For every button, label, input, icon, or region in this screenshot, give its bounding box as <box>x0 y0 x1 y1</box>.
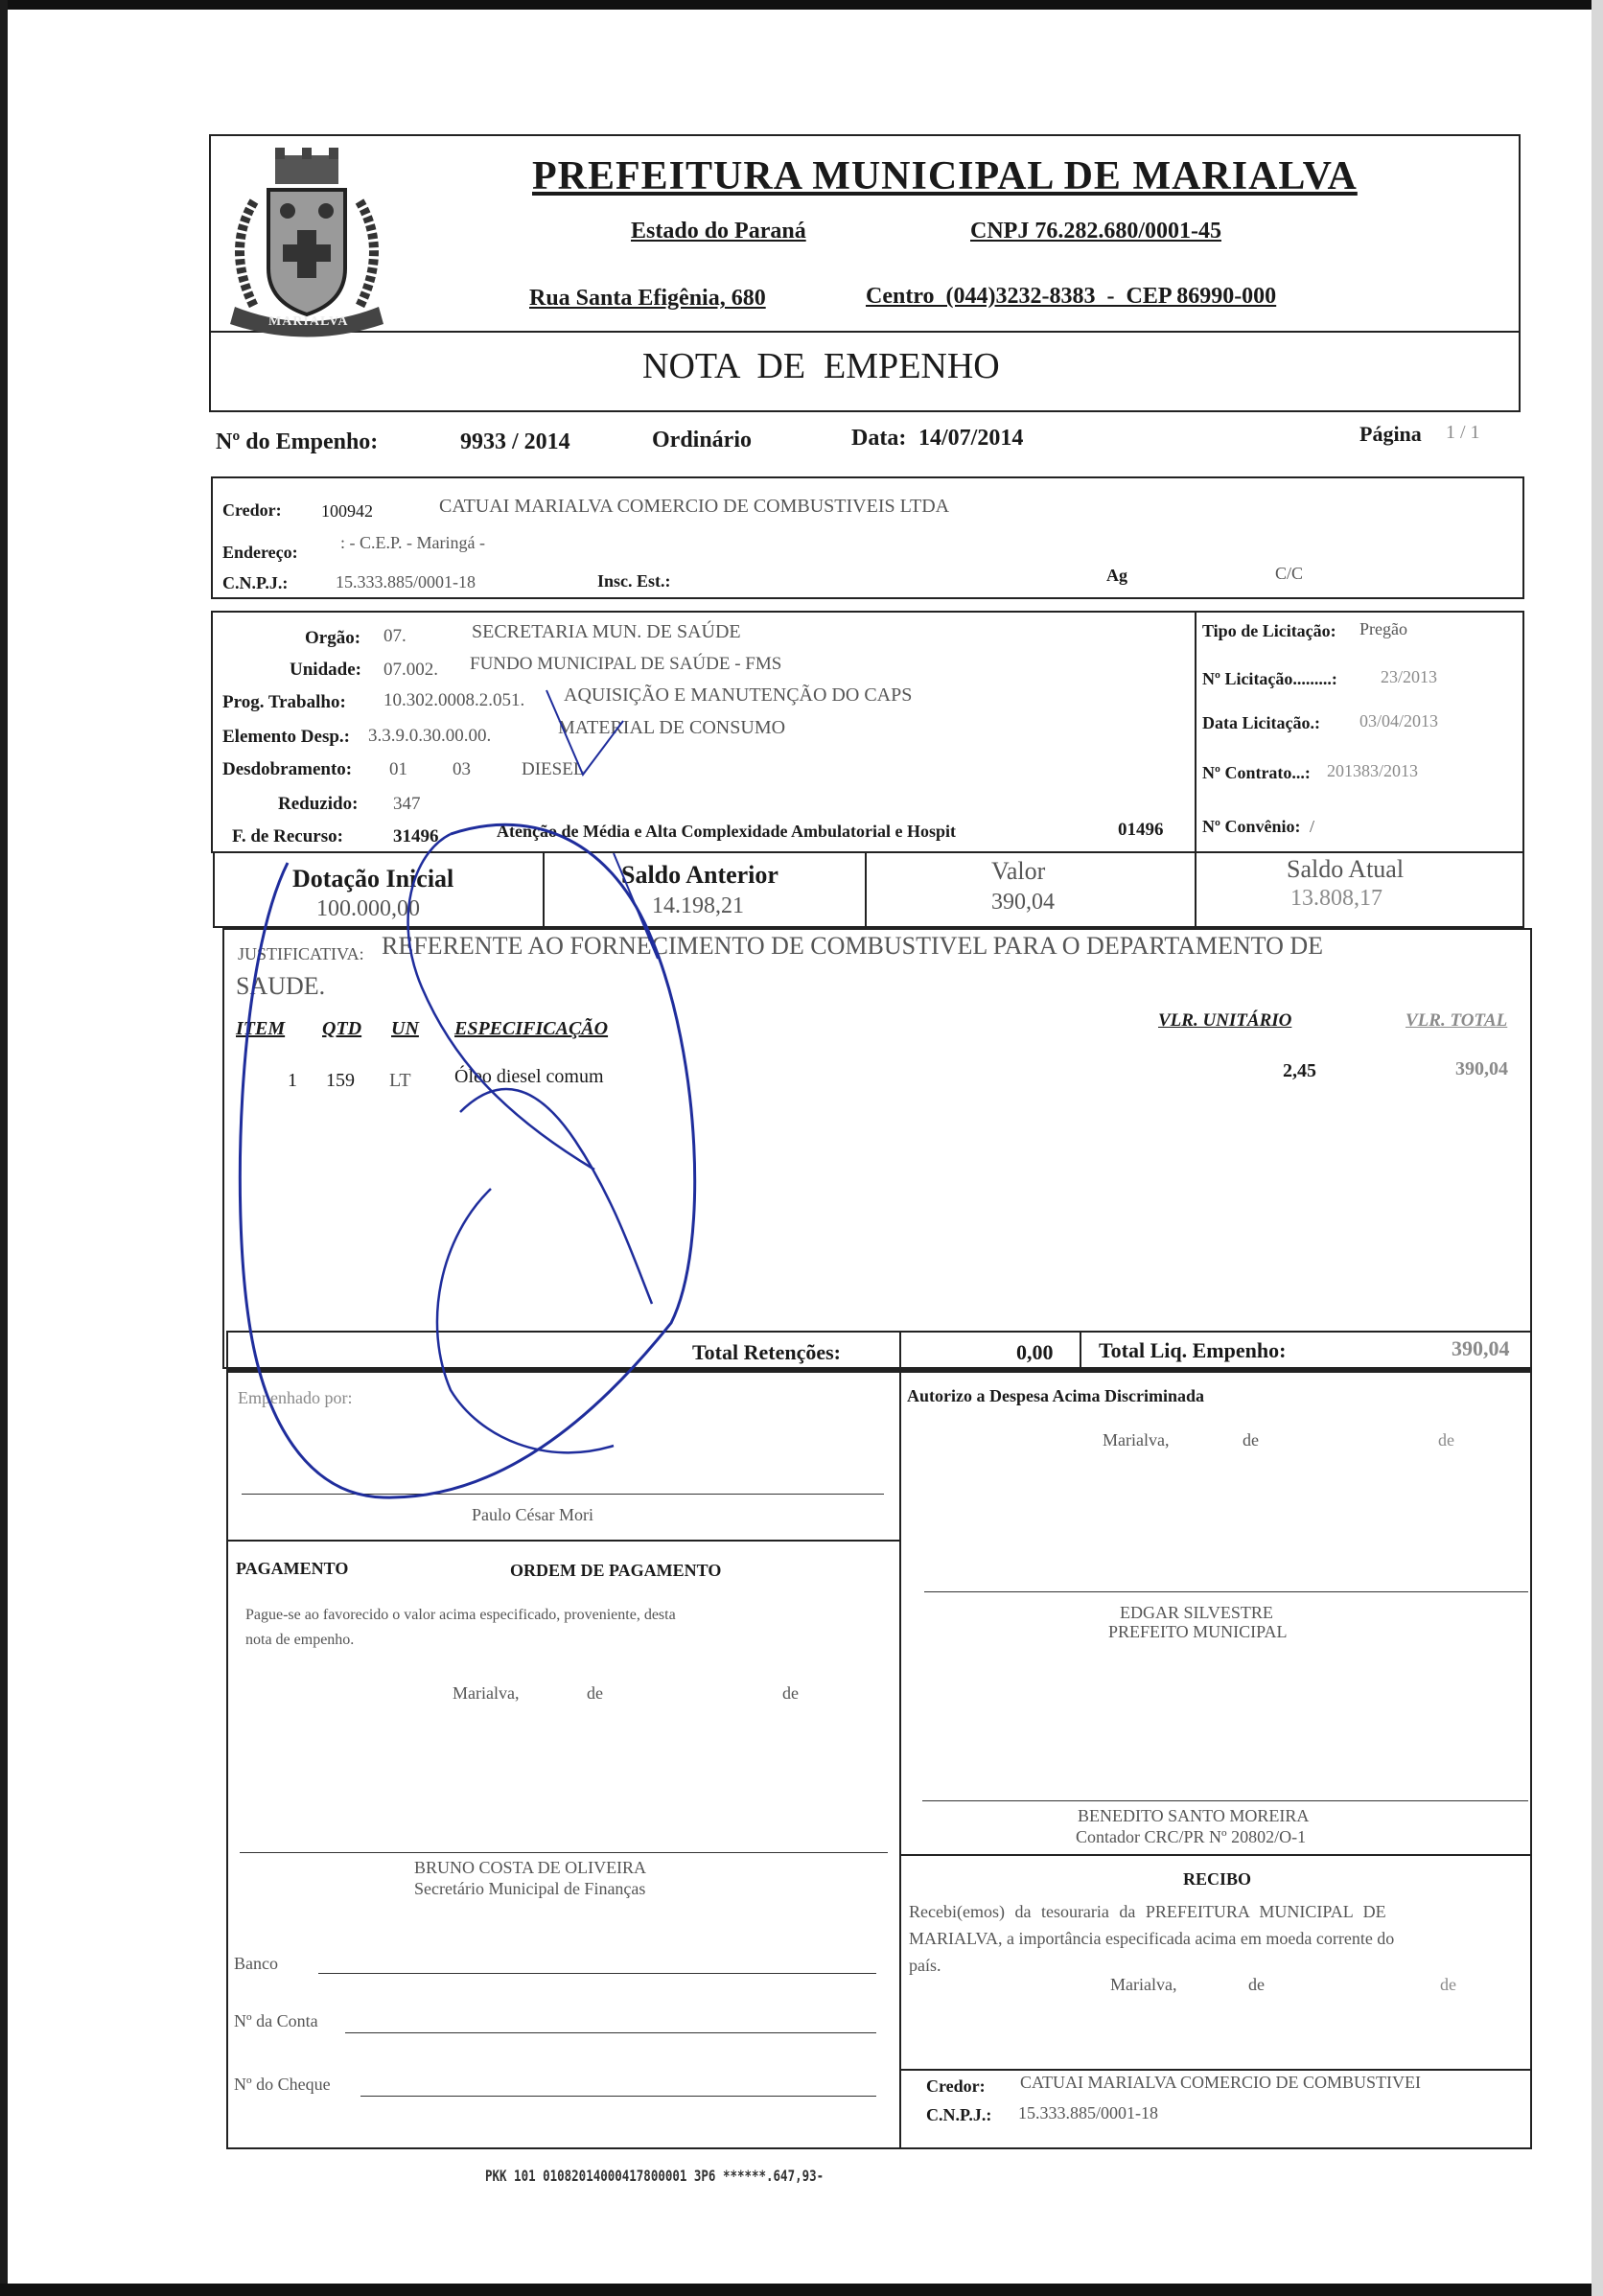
empenhado-label: Empenhado por: <box>238 1388 353 1407</box>
empenho-type: Ordinário <box>652 428 753 452</box>
recurso-name: Atenção de Média e Alta Complexidade Ambulatorial e Hospit <box>497 822 956 841</box>
saldo-anterior-value: 14.198,21 <box>652 893 744 918</box>
credor-cnpj: 15.333.885/0001-18 <box>336 572 476 591</box>
desdobramento-name: DIESEL <box>522 759 585 779</box>
district-phone-cep: Centro (044)3232-8383 - CEP 86990-000 <box>866 284 1277 309</box>
cnpj-header: CNPJ 76.282.680/0001-45 <box>970 219 1221 244</box>
licitacao-data-label: Data Licitação.: <box>1202 713 1320 732</box>
pagamento-text-2: nota de empenho. <box>245 1632 355 1648</box>
page-label: Página <box>1359 422 1422 446</box>
justificativa-line1: REFERENTE AO FORNECIMENTO DE COMBUSTIVEL PARA O DEPARTAMENTO DE <box>382 932 1324 960</box>
licitacao-numero: 23/2013 <box>1381 667 1438 686</box>
justificativa-line2: SAUDE. <box>236 972 326 1000</box>
prefeito-role: PREFEITO MUNICIPAL <box>1108 1622 1288 1641</box>
col-un: UN <box>391 1018 419 1039</box>
dotacao-inicial-value: 100.000,00 <box>316 896 420 921</box>
municipality-title: PREFEITURA MUNICIPAL DE MARIALVA <box>532 154 1358 198</box>
prog-trabalho-code: 10.302.0008.2.051. <box>383 690 525 710</box>
unidade-label: Unidade: <box>290 660 361 680</box>
contrato-label: Nº Contrato...: <box>1202 763 1311 782</box>
pagamento-text-1: Pague-se ao favorecido o valor acima especificado, proveniente, desta <box>245 1607 676 1623</box>
recibo-text-3: país. <box>909 1956 941 1975</box>
recibo-text-1: Recebi(emos) da tesouraria da PREFEITURA MUNICIPAL DE <box>909 1902 1386 1921</box>
orgao-name: SECRETARIA MUN. DE SAÚDE <box>472 621 741 642</box>
elemento-name: MATERIAL DE CONSUMO <box>558 717 786 738</box>
convenio-label: Nº Convênio: <box>1202 817 1301 836</box>
justificativa-label: JUSTIFICATIVA: <box>238 944 364 963</box>
retencoes-value: 0,00 <box>1016 1340 1054 1364</box>
recurso-extra: 01496 <box>1118 820 1164 840</box>
credor-name: CATUAI MARIALVA COMERCIO DE COMBUSTIVEIS LTDA <box>439 496 950 517</box>
prefeito-name: EDGAR SILVESTRE <box>1120 1603 1273 1622</box>
pagamento-de-2: de <box>782 1683 799 1703</box>
footer-code: PKK 101 01082014000417800001 3P6 ******.647,93- <box>485 2167 825 2185</box>
contrato-value: 201383/2013 <box>1327 761 1419 780</box>
credor-address: : - C.E.P. - Maringá - <box>340 533 485 552</box>
saldo-atual-label: Saldo Atual <box>1287 855 1405 883</box>
prog-trabalho-name: AQUISIÇÃO E MANUTENÇÃO DO CAPS <box>564 684 913 706</box>
saldo-anterior-label: Saldo Anterior <box>621 861 778 889</box>
banco-label: Banco <box>234 1954 278 1973</box>
ag-label: Ag <box>1106 566 1127 585</box>
recibo-credor-name: CATUAI MARIALVA COMERCIO DE COMBUSTIVEI <box>1020 2073 1422 2092</box>
recibo-local: Marialva, <box>1110 1975 1177 1994</box>
crest-banner-text: MARIALVA <box>268 314 349 329</box>
col-qtd: QTD <box>322 1018 362 1039</box>
row-unit-price: 2,45 <box>1283 1060 1316 1081</box>
col-vlr-unitario: VLR. UNITÁRIO <box>1158 1010 1292 1031</box>
row-item: 1 <box>288 1070 297 1091</box>
unidade-name: FUNDO MUNICIPAL DE SAÚDE - FMS <box>470 654 782 674</box>
empenho-date-label: Data: <box>851 426 907 451</box>
reduzido-label: Reduzido: <box>278 794 359 814</box>
address-label: Endereço: <box>222 543 298 562</box>
conta-label: Nº da Conta <box>234 2011 318 2030</box>
insc-est-label: Insc. Est.: <box>597 571 671 591</box>
recibo-credor-label: Credor: <box>926 2076 986 2096</box>
contador-role: Contador CRC/PR Nº 20802/O-1 <box>1076 1827 1307 1846</box>
autorizo-label: Autorizo a Despesa Acima Discriminada <box>907 1386 1204 1405</box>
recibo-de-2: de <box>1440 1975 1456 1994</box>
empenhado-name: Paulo César Mori <box>472 1505 593 1524</box>
valor-label: Valor <box>991 857 1046 885</box>
empenho-label: Nº do Empenho: <box>216 429 379 454</box>
pagamento-label: PAGAMENTO <box>236 1559 349 1578</box>
liquido-label: Total Liq. Empenho: <box>1099 1338 1287 1362</box>
recibo-text-2: MARIALVA, a importância especificada acima em moeda corrente do <box>909 1929 1395 1948</box>
autorizo-de-1: de <box>1243 1430 1259 1449</box>
orgao-label: Orgão: <box>305 628 361 648</box>
licitacao-numero-label: Nº Licitação.........: <box>1202 669 1337 688</box>
unidade-code: 07.002. <box>383 660 438 680</box>
licitacao-tipo: Pregão <box>1359 619 1407 638</box>
col-item: ITEM <box>236 1018 286 1039</box>
street-address: Rua Santa Efigênia, 680 <box>529 286 766 311</box>
col-especificacao: ESPECIFICAÇÃO <box>454 1018 609 1039</box>
reduzido-value: 347 <box>393 794 421 814</box>
row-total: 390,04 <box>1455 1058 1508 1079</box>
cnpj-label: C.N.P.J.: <box>222 573 289 592</box>
desdobramento-label: Desdobramento: <box>222 759 353 779</box>
orgao-code: 07. <box>383 626 407 646</box>
credor-code: 100942 <box>321 501 373 521</box>
pagamento-local: Marialva, <box>453 1683 520 1703</box>
recibo-de-1: de <box>1248 1975 1265 1994</box>
empenho-number: 9933 / 2014 <box>460 429 570 454</box>
autorizo-de-2: de <box>1438 1430 1454 1449</box>
retencoes-label: Total Retenções: <box>692 1340 841 1364</box>
valor-value: 390,04 <box>991 890 1055 915</box>
row-qtd: 159 <box>326 1070 355 1091</box>
cheque-label: Nº do Cheque <box>234 2075 331 2094</box>
recibo-label: RECIBO <box>1183 1869 1252 1889</box>
credor-label: Credor: <box>222 500 282 520</box>
autorizo-local: Marialva, <box>1103 1430 1170 1449</box>
col-vlr-total: VLR. TOTAL <box>1406 1010 1508 1031</box>
recibo-cnpj: 15.333.885/0001-18 <box>1018 2103 1158 2122</box>
row-un: LT <box>389 1070 411 1091</box>
secretario-name: BRUNO COSTA DE OLIVEIRA <box>414 1858 647 1877</box>
elemento-code: 3.3.9.0.30.00.00. <box>368 726 492 746</box>
elemento-label: Elemento Desp.: <box>222 727 350 747</box>
pagamento-de-1: de <box>587 1683 603 1703</box>
dotacao-inicial-label: Dotação Inicial <box>292 865 454 893</box>
desdobramento-a: 01 <box>389 759 407 779</box>
prog-trabalho-label: Prog. Trabalho: <box>222 692 346 712</box>
licitacao-data: 03/04/2013 <box>1359 711 1439 731</box>
desdobramento-b: 03 <box>453 759 471 779</box>
row-spec: Óleo diesel comum <box>454 1066 604 1087</box>
recurso-code: 31496 <box>393 826 439 847</box>
state-name: Estado do Paraná <box>631 219 806 244</box>
saldo-atual-value: 13.808,17 <box>1290 886 1382 911</box>
empenho-date: 14/07/2014 <box>918 426 1024 451</box>
page-number: 1 / 1 <box>1446 422 1480 443</box>
liquido-value: 390,04 <box>1452 1336 1510 1360</box>
recurso-label: F. de Recurso: <box>232 826 343 847</box>
convenio-value: / <box>1310 817 1315 836</box>
ordem-pagamento-label: ORDEM DE PAGAMENTO <box>510 1561 722 1580</box>
document-title: NOTA DE EMPENHO <box>642 346 1000 386</box>
contador-name: BENEDITO SANTO MOREIRA <box>1078 1806 1310 1825</box>
recibo-cnpj-label: C.N.P.J.: <box>926 2105 992 2124</box>
licitacao-tipo-label: Tipo de Licitação: <box>1202 621 1336 640</box>
cc-label: C/C <box>1275 564 1304 583</box>
secretario-role: Secretário Municipal de Finanças <box>414 1879 646 1898</box>
